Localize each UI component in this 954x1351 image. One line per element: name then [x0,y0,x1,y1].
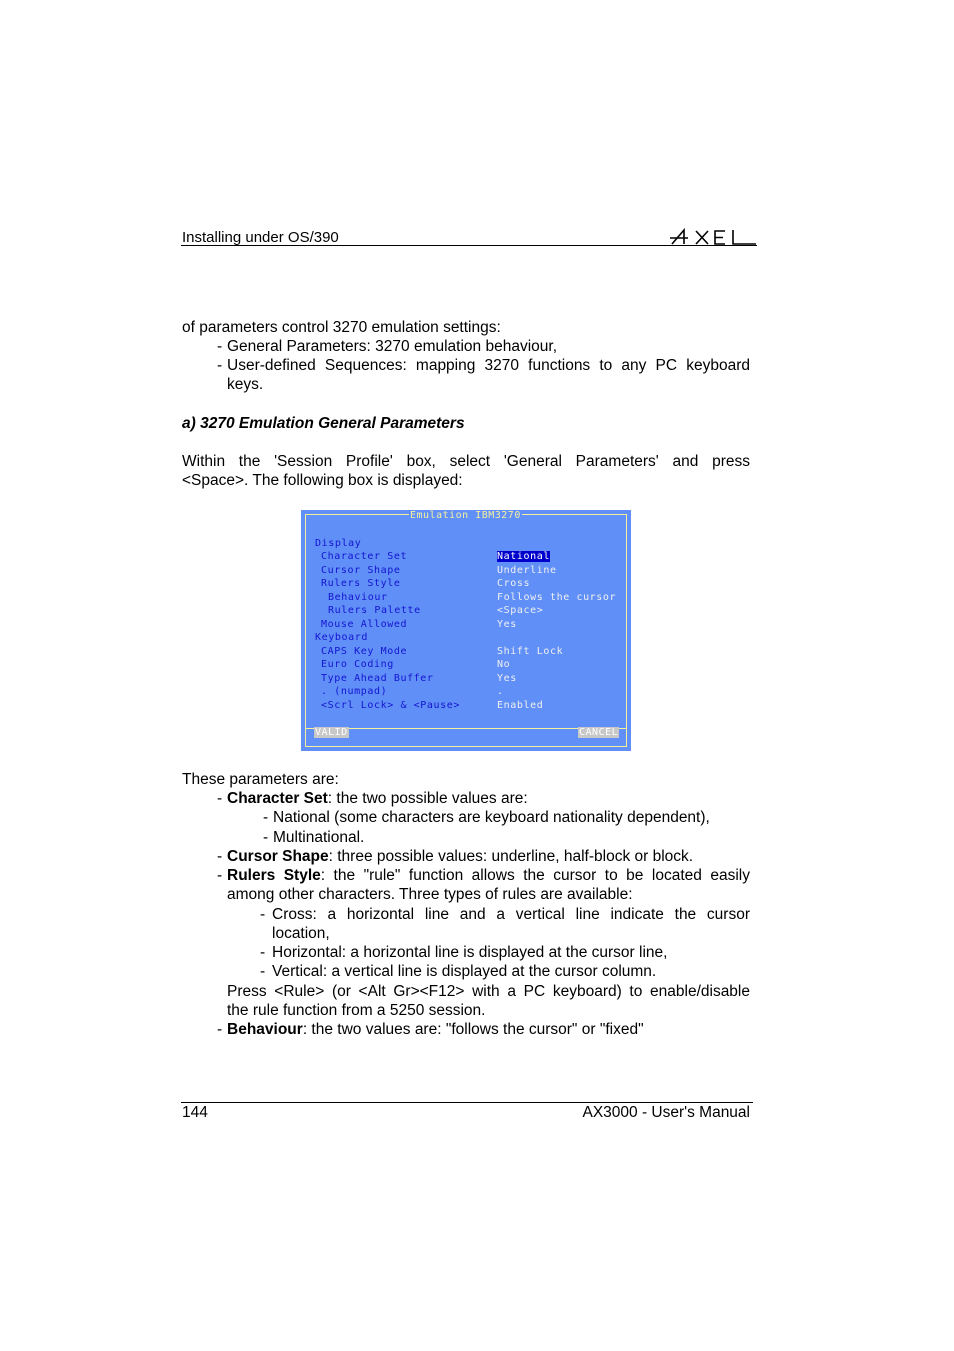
label-character-set[interactable]: Character Set [321,551,408,562]
value-euro-coding[interactable]: No [497,659,511,670]
desc-rulers-style: : the "rule" function allows the cursor to be located easily [320,867,750,884]
value-rulers-style[interactable]: Cross [497,578,531,589]
rule-cross-cont: location, [272,925,330,942]
intro-item-sequences: User-defined Sequences: mapping 3270 functions to any PC keyboard [227,357,750,374]
desc-cursor-shape: : three possible values: underline, half-block or block. [328,848,694,865]
param-cursor-shape [227,847,693,866]
rulers-style-cont: among other characters. Three types of rules are available: [227,886,633,903]
bullet-dash: - [217,1021,223,1038]
intro-item-sequences-cont: keys. [227,376,264,393]
bullet-dash: - [217,790,223,807]
header-rule [181,245,757,246]
intro-line: of parameters control 3270 emulation settings: [182,319,501,336]
cancel-button[interactable]: CANCEL [579,727,619,738]
label-type-ahead-buffer[interactable]: Type Ahead Buffer [321,673,434,684]
running-header-title: Installing under OS/390 [182,229,339,246]
bullet-dash: - [217,848,223,865]
axel-logo [670,226,756,246]
label-behaviour[interactable]: Behaviour [328,592,388,603]
value-caps-key-mode[interactable]: Shift Lock [497,646,564,657]
value-cursor-shape[interactable]: Underline [497,565,557,576]
label-scrl-lock-pause[interactable]: <Scrl Lock> & <Pause> [321,700,461,711]
para-line-2: <Space>. The following box is displayed: [182,472,463,489]
bullet-dash: - [260,906,266,923]
section-display: Display [315,538,362,549]
desc-behaviour: : the two values are: "follows the cursor" or "fixed" [302,1021,644,1038]
page-number: 144 [182,1104,208,1121]
footer-rule [181,1102,753,1103]
bullet-dash: - [263,809,269,826]
bullet-dash: - [217,338,223,355]
label-caps-key-mode[interactable]: CAPS Key Mode [321,646,408,657]
value-rulers-palette[interactable]: <Space> [497,605,544,616]
label-numpad-dot[interactable]: . (numpad) [321,686,388,697]
label-rulers-style[interactable]: Rulers Style [321,578,401,589]
rule-horizontal: Horizontal: a horizontal line is displayed at the cursor line, [272,944,668,961]
label-rulers-palette[interactable]: Rulers Palette [328,605,421,616]
value-numpad-dot[interactable]: . [497,686,504,697]
term-cursor-shape: Cursor Shape [227,848,329,865]
press-rule-line-1: Press <Rule> (or <Alt Gr><F12> with a PC keyboard) to enable/disable [227,983,750,1000]
label-cursor-shape[interactable]: Cursor Shape [321,565,401,576]
intro-item-general: General Parameters: 3270 emulation behaviour, [227,338,558,355]
label-mouse-allowed[interactable]: Mouse Allowed [321,619,408,630]
value-behaviour[interactable]: Follows the cursor [497,592,617,603]
value-type-ahead-buffer[interactable]: Yes [497,673,517,684]
bullet-dash: - [217,357,223,374]
charset-option-national: National (some characters are keyboard nationality dependent), [273,809,710,826]
manual-title: AX3000 - User's Manual [582,1104,750,1121]
value-mouse-allowed[interactable]: Yes [497,619,517,630]
bullet-dash: - [260,944,266,961]
rule-cross: Cross: a horizontal line and a vertical line indicate the cursor [272,906,750,923]
valid-button[interactable]: VALID [315,727,348,738]
emulation-dialog [301,510,631,751]
para-line-1: Within the 'Session Profile' box, select 'General Parameters' and press [182,453,750,470]
charset-option-multinational: Multinational. [273,829,365,846]
value-character-set[interactable]: National [497,551,550,562]
rule-vertical: Vertical: a vertical line is displayed at the cursor column. [272,963,657,980]
param-rulers-style [227,866,750,885]
label-euro-coding[interactable]: Euro Coding [321,659,394,670]
term-character-set: Character Set [227,790,328,807]
bullet-dash: - [217,867,223,884]
desc-character-set: : the two possible values are: [327,790,528,807]
bullet-dash: - [263,829,269,846]
param-behaviour [227,1020,644,1039]
value-scrl-lock-pause[interactable]: Enabled [497,700,544,711]
section-heading: a) 3270 Emulation General Parameters [182,415,465,432]
bullet-dash: - [260,963,266,980]
param-character-set [227,789,528,808]
params-intro: These parameters are: [182,771,339,788]
section-keyboard: Keyboard [315,632,368,643]
term-behaviour: Behaviour [227,1021,303,1038]
press-rule-line-2: the rule function from a 5250 session. [227,1002,486,1019]
term-rulers-style: Rulers Style [227,867,321,884]
dialog-title: Emulation IBM3270 [410,510,521,521]
